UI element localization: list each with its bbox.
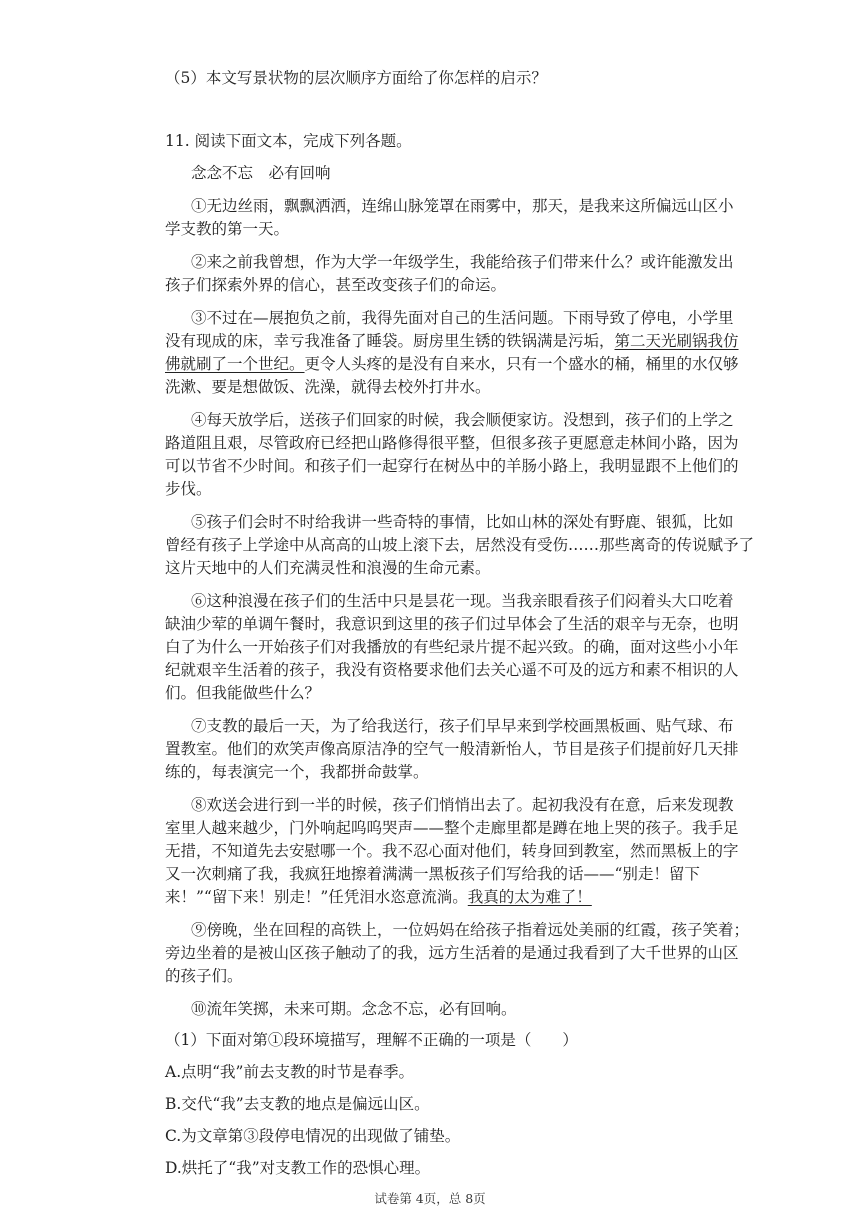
paragraph-2-line: ②来之前我曾想，作为大学一年级学生，我能给孩子们带来什么？或许能激发出 (191, 253, 734, 271)
paragraph-3-line: ③不过在—展抱负之前，我得先面对自己的生活问题。下雨导致了停电，小学里 (191, 309, 734, 327)
paragraph-7-line: ⑦支教的最后一天，为了给我送行，孩子们早早来到学校画黑板画、贴气球、布 (191, 717, 734, 735)
underlined-sentence: 佛就刷了一个世纪。 (165, 355, 305, 373)
paragraph-4-line: 可以节省不少时间。和孩子们一起穿行在树丛中的羊肠小路上，我明显跟不上他们的 (165, 457, 739, 475)
paragraph-8-line: 无措，不知道先去安慰哪一个。我不忍心面对他们，转身回到教室，然而黑板上的字 (165, 842, 739, 860)
paragraph-8-line: 室里人越来越少，门外响起呜呜哭声——整个走廊里都是蹲在地上哭的孩子。我手足 (165, 819, 739, 837)
paragraph-10-line: ⑩流年笑掷，未来可期。念念不忘，必有回响。 (191, 1000, 517, 1018)
paragraph-4-line: ④每天放学后，送孩子们回家的时候，我会顺便家访。没想到，孩子们的上学之 (191, 411, 734, 429)
paragraph-5-line: 这片天地中的人们充满灵性和浪漫的生命元素。 (165, 559, 491, 577)
paragraph-6-line: 白了为什么一开始孩子们对我播放的有些纪录片提不起兴致。的确，面对这些小小年 (165, 638, 739, 656)
paragraph-6-line: 缺油少荤的单调午餐时，我意识到这里的孩子们过早体会了生活的艰辛与无奈，也明 (165, 615, 739, 633)
paragraph-3-line (165, 331, 739, 351)
paragraph-6-line: 纪就艰辛生活着的孩子，我没有资格要求他们去关心遥不可及的远方和素不相识的人 (165, 661, 739, 679)
paragraph-5-line: 曾经有孩子上学途中从高高的山坡上滚下去，居然没有受伤……那些离奇的传说赋予了 (165, 536, 755, 554)
sub-question-1: （1）下面对第①段环境描写，理解不正确的一项是（ ） (165, 1031, 578, 1049)
paragraph-3-line (165, 354, 739, 374)
paragraph-8-line: ⑧欢送会进行到一半的时候，孩子们悄悄出去了。起初我没有在意，后来发现教 (191, 796, 734, 814)
paragraph-8-text: 来！”“留下来！别走！”任凭泪水恣意流淌。 (165, 888, 468, 906)
underlined-sentence: 我真的太为难了！ (467, 888, 592, 906)
option-c: C.为文章第③段停电情况的出现做了铺垫。 (165, 1127, 461, 1145)
option-d: D.烘托了“我”对支教工作的恐惧心理。 (165, 1159, 431, 1177)
paragraph-2-line: 孩子们探索外界的信心，甚至改变孩子们的命运。 (165, 276, 507, 294)
paragraph-6-line: 们。但我能做些什么？ (165, 684, 321, 702)
paragraph-7-line: 练的，每表演完一个，我都拼命鼓掌。 (165, 763, 429, 781)
paragraph-1-line: ①无边丝雨，飘飘洒洒，连绵山脉笼罩在雨雾中，那天，是我来这所偏远山区小 (191, 197, 734, 215)
option-b: B.交代“我”去支教的地点是偏远山区。 (165, 1095, 430, 1113)
paragraph-6-line: ⑥这种浪漫在孩子们的生活中只是昙花一现。当我亲眼看孩子们闷着头大口吃着 (191, 592, 734, 610)
paragraph-3-text: 没有现成的床，幸亏我准备了睡袋。厨房里生锈的铁锅满是污垢， (165, 332, 615, 350)
question-5: （5）本文写景状物的层次顺序方面给了你怎样的启示？ (165, 69, 547, 87)
paragraph-8-line (165, 887, 592, 907)
passage-title: 念念不忘 必有回响 (191, 164, 331, 182)
page-footer: 试卷第 4页，总 8页 (374, 1191, 486, 1206)
paragraph-3-line: 洗漱、要是想做饭、洗澡，就得去校外打井水。 (165, 378, 491, 396)
paragraph-8-line: 又一次刺痛了我，我疯狂地擦着满满一黑板孩子们写给我的话——“别走！留下 (165, 865, 700, 883)
paragraph-1-line: 学支教的第一天。 (165, 220, 290, 238)
paragraph-9-line: ⑨傍晚，坐在回程的高铁上，一位妈妈在给孩子指着远处美丽的红霞，孩子笑着； (191, 921, 750, 939)
paragraph-3-text: 更令人头疼的是没有自来水，只有一个盛水的桶，桶里的水仅够 (304, 355, 739, 373)
option-a: A.点明“我”前去支教的时节是春季。 (165, 1063, 414, 1081)
question-11-heading: 11. 阅读下面文本，完成下列各题。 (165, 132, 412, 150)
paragraph-9-line: 的孩子们。 (165, 967, 243, 985)
paragraph-7-line: 置教室。他们的欢笑声像高原洁净的空气一般清新怡人，节目是孩子们提前好几天排 (165, 740, 739, 758)
paragraph-4-line: 步伐。 (165, 480, 212, 498)
paragraph-9-line: 旁边坐着的是被山区孩子触动了的我，远方生活着的是通过我看到了大千世界的山区 (165, 944, 739, 962)
paragraph-4-line: 路道阻且艰，尽管政府已经把山路修得很平整，但很多孩子更愿意走林间小路，因为 (165, 434, 739, 452)
paragraph-5-line: ⑤孩子们会时不时给我讲一些奇特的事情，比如山林的深处有野鹿、银狐，比如 (191, 513, 734, 531)
underlined-sentence: 第二天光刷锅我仿 (614, 332, 739, 350)
